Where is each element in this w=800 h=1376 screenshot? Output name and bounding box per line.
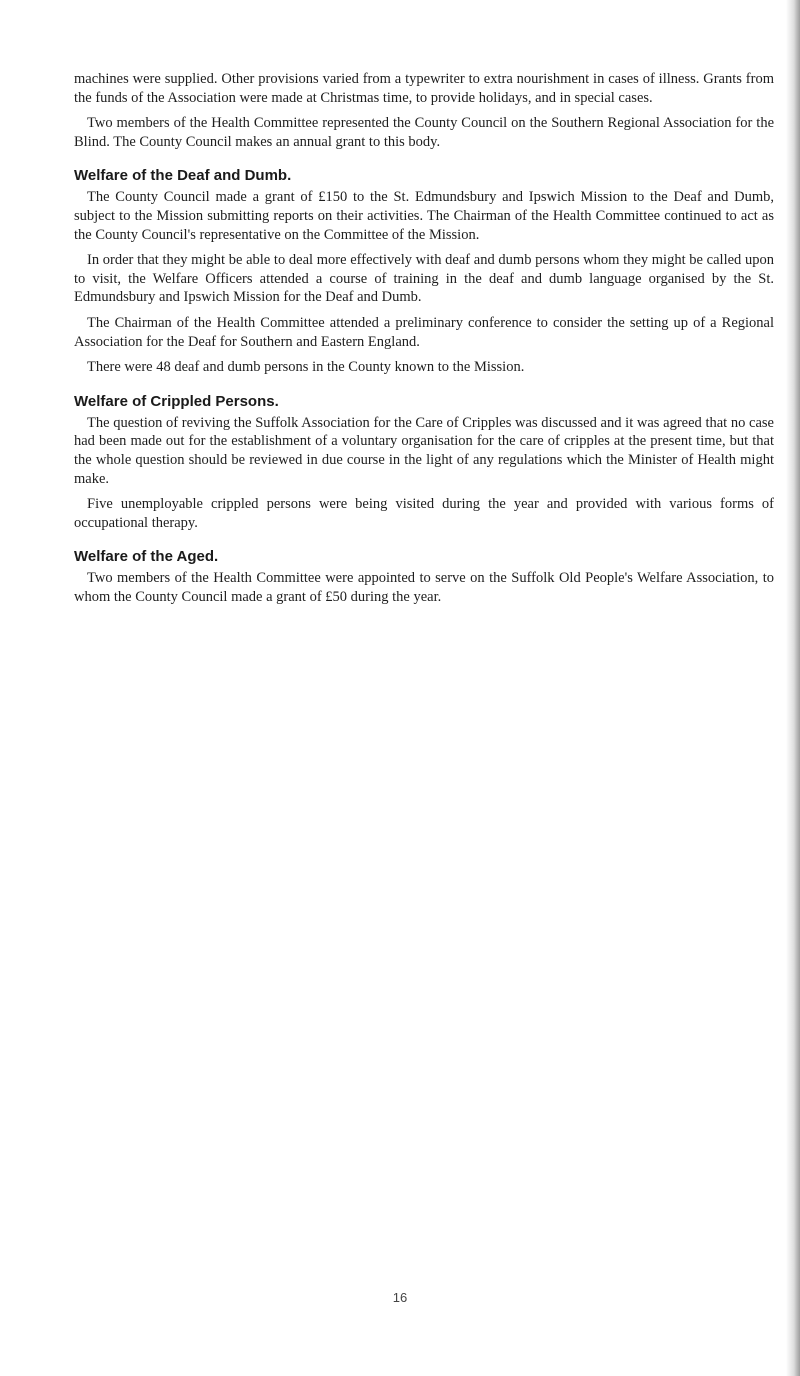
section-paragraph: In order that they might be able to deal more effectively with deaf and dumb persons whom they might be called upon to visit, the Welfare Officers attended a course of training in the deaf and dumb language organised by the St. Edmundsbury and Ipswich Mission for the Deaf and Dumb. (74, 252, 774, 306)
intro-paragraph-2: Two members of the Health Committee represented the County Council on the Southern Regional Association for the Blind. The County Council makes an annual grant to this body. (74, 115, 774, 150)
section-deaf-and-dumb (74, 167, 774, 376)
section-paragraph: There were 48 deaf and dumb persons in the County known to the Mission. (87, 359, 525, 376)
section-paragraph: The Chairman of the Health Committee attended a preliminary conference to consider the setting up of a Regional Association for the Deaf for Southern and Eastern England. (74, 314, 774, 350)
section-heading: Welfare of the Deaf and Dumb. (74, 167, 292, 185)
section-paragraph: Five unemployable crippled persons were being visited during the year and provided with various forms of occupational therapy. (74, 496, 774, 531)
section-heading: Welfare of the Aged. (74, 548, 219, 566)
section-paragraph: The question of reviving the Suffolk Association for the Care of Cripples was discussed and it was agreed that no case had been made out for the establishment of a voluntary organisation for the care of cripples at the present time, but that the whole question should be reviewed in due course in the light of any regulations which the Minister of Health might make. (74, 414, 774, 487)
page-edge-shadow (786, 0, 800, 1376)
section-heading: Welfare of Crippled Persons. (74, 392, 279, 410)
section-aged (74, 548, 774, 606)
page-number: 16 (392, 1290, 408, 1305)
section-crippled-persons (74, 393, 774, 533)
document-page (74, 70, 774, 613)
intro-paragraph-1: machines were supplied. Other provisions varied from a typewriter to extra nourishment in cases of illness. Grants from the funds of the Association were made at Christmas time, to provide holidays, and in special cases. (74, 71, 774, 106)
section-paragraph: Two members of the Health Committee were appointed to serve on the Suffolk Old People's Welfare Association, to whom the County Council made a grant of £50 during the year. (74, 570, 774, 605)
section-paragraph: The County Council made a grant of £150 to the St. Edmundsbury and Ipswich Mission to the Deaf and Dumb, subject to the Mission submitting reports on their activities. The Chairman of the Health Committee continued to act as the County Council's representative on the Committee of the Mission. (74, 189, 774, 243)
